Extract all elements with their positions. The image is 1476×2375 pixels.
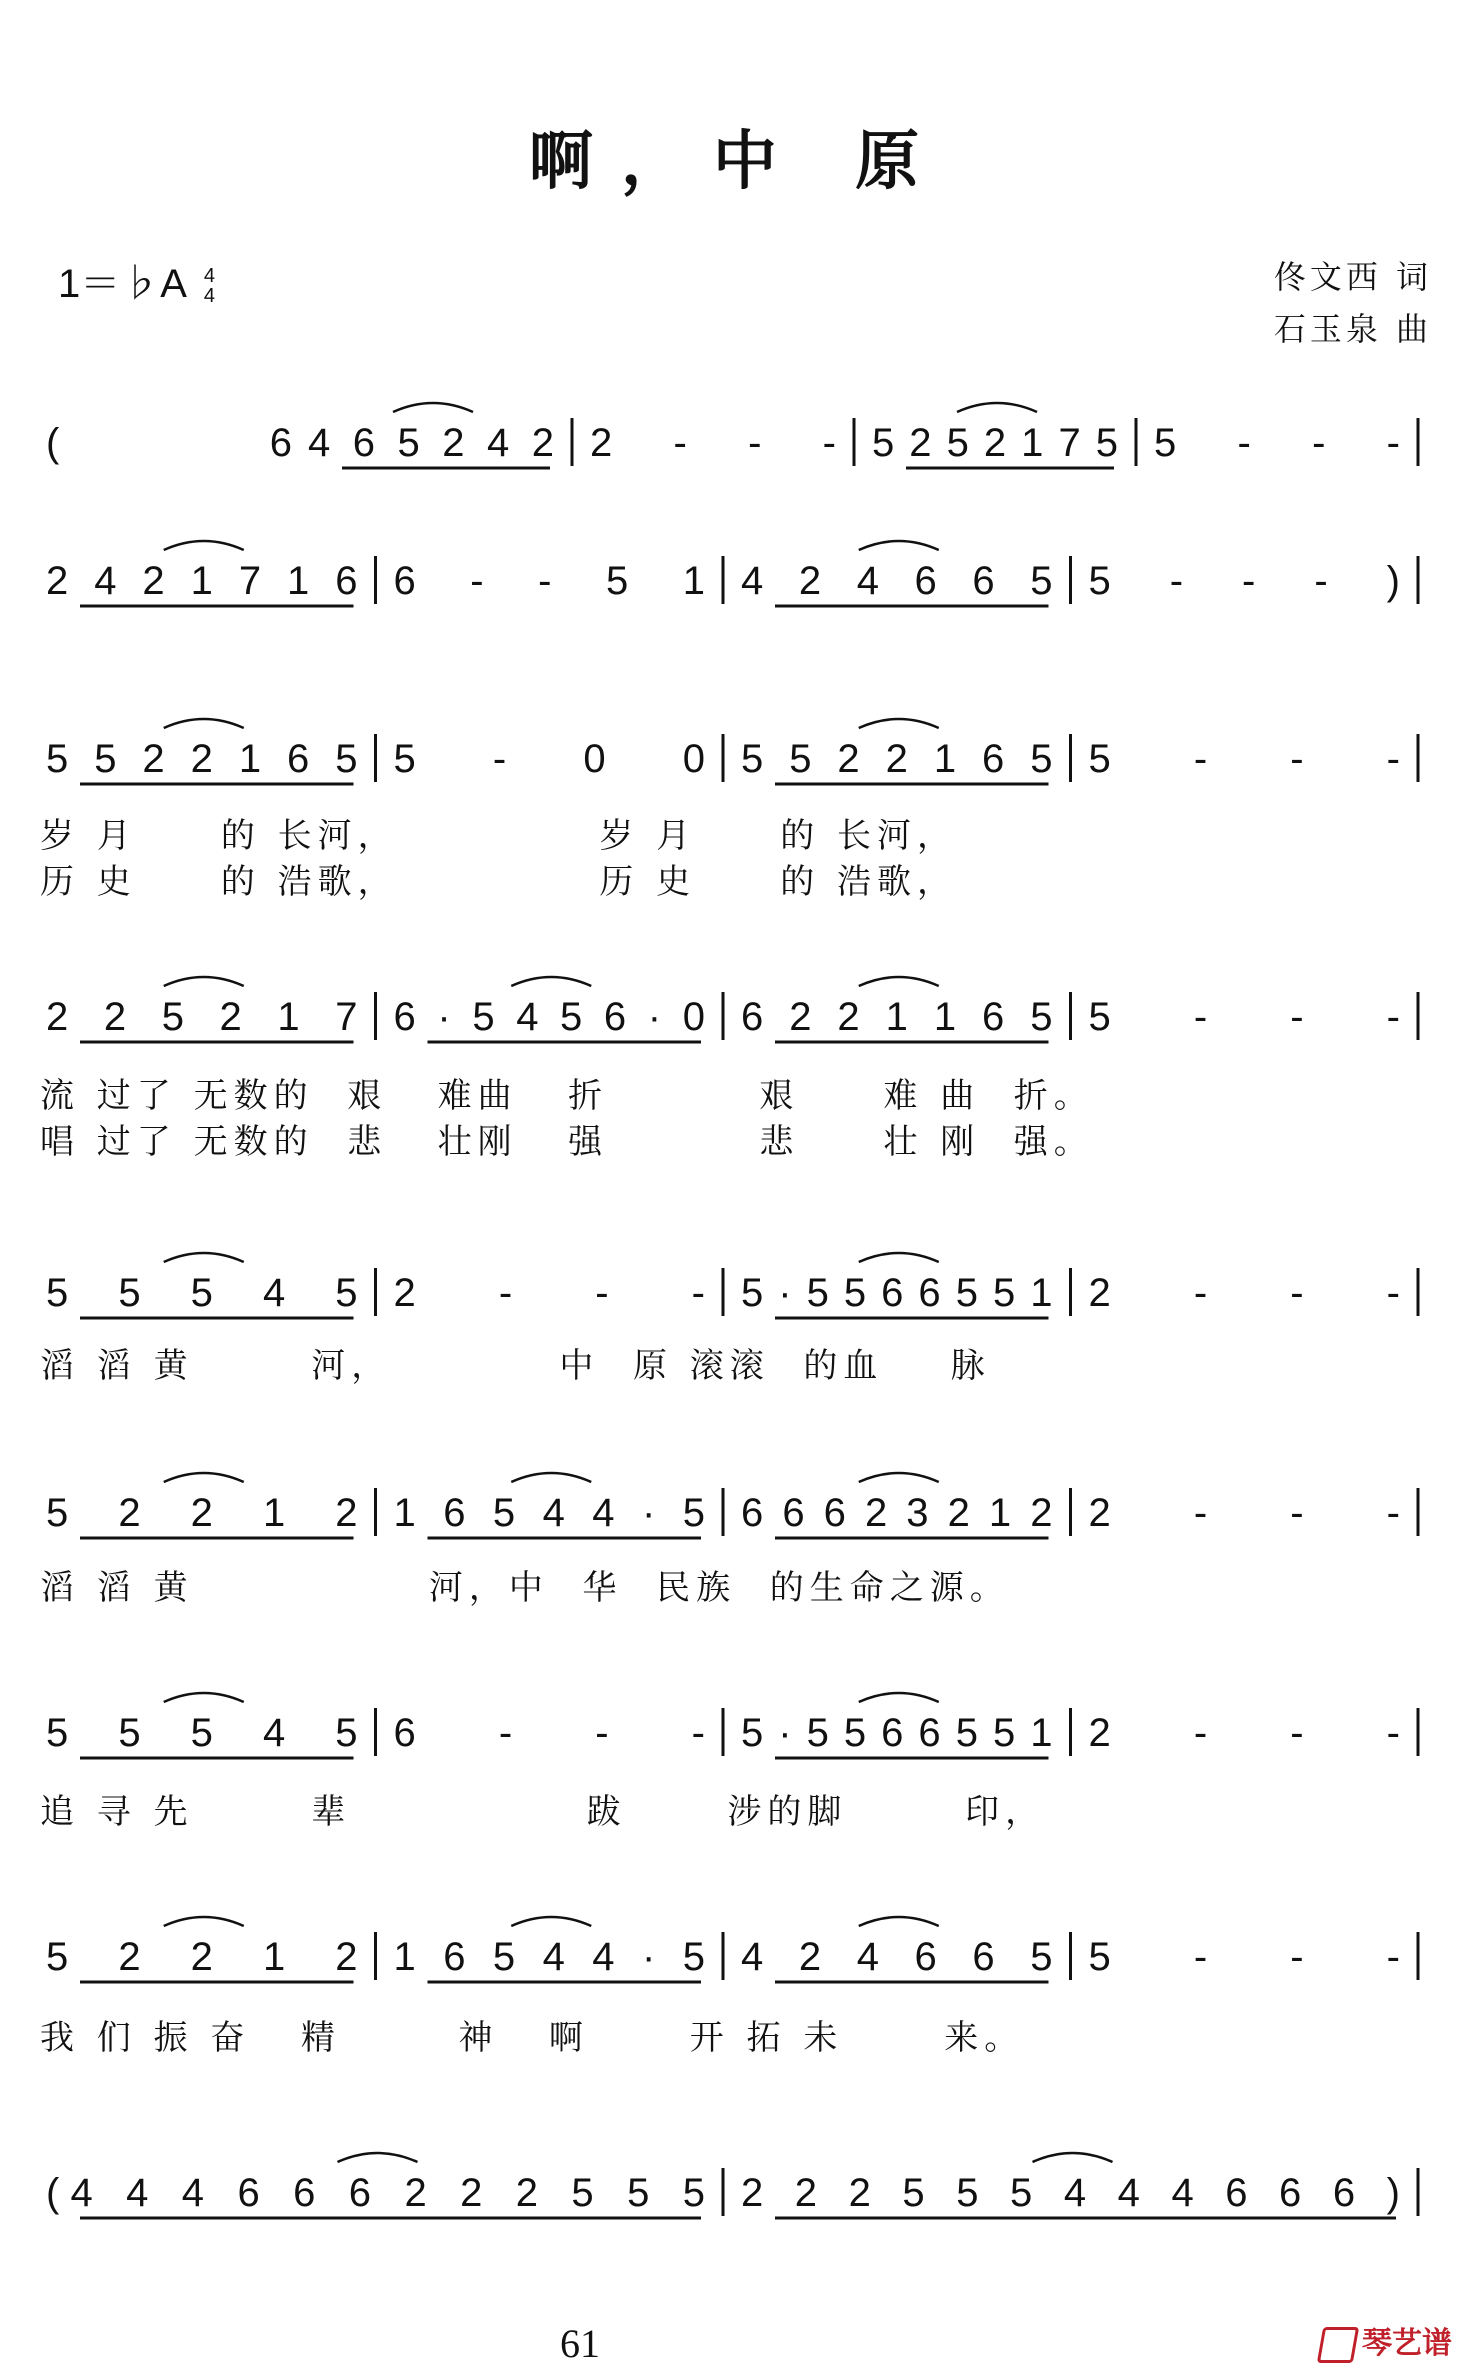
note-group: 5 5 2 2 1 6 5 — [46, 737, 358, 781]
slur-arc — [511, 1917, 591, 1926]
note-group: 6 - - - — [393, 1711, 705, 1755]
time-top: 4 — [203, 265, 215, 288]
staff-line-6 — [0, 1460, 1476, 1560]
slur-arc — [957, 403, 1037, 412]
note-group: 5 - - - — [1088, 995, 1400, 1039]
lyric-5-1: 滔 滔 黄 河， 中 原 滚滚 的血 脉 — [40, 1346, 991, 1386]
slur-arc — [859, 977, 939, 986]
slur-arc — [164, 719, 244, 728]
slur-arc — [164, 977, 244, 986]
song-title: 啊，中 原 — [528, 124, 948, 199]
lyricist-credit: 佟文西 词 — [1273, 258, 1432, 296]
note-group: 6 2 2 1 1 6 5 — [741, 995, 1053, 1039]
note-group: 2 - - - — [393, 1271, 705, 1315]
staff-line-8 — [0, 1904, 1476, 2004]
slur-arc — [859, 1917, 939, 1926]
staff-line-2-notes — [40, 528, 1440, 628]
note-group: 6 6 6 2 3 2 1 2 — [741, 1491, 1053, 1535]
staff-line-9 — [0, 2140, 1476, 2240]
note-group: 2 2 2 5 5 5 4 4 4 6 6 6 ) — [741, 2171, 1400, 2215]
note-group: 1 6 5 4 4 · 5 — [393, 1491, 705, 1535]
lyric-8-1: 我 们 振 奋 精 神 啊 开 拓 未 来。 — [40, 2018, 1025, 2058]
slur-arc — [164, 1693, 244, 1702]
staff-line-4 — [0, 964, 1476, 1064]
note-group: 5 · 5 5 6 6 5 5 1 — [741, 1271, 1053, 1315]
slur-arc — [164, 1473, 244, 1482]
watermark-logo — [1320, 2318, 1452, 2363]
staff-line-5-notes — [40, 1240, 1440, 1340]
staff-line-1 — [0, 390, 1476, 490]
note-group: 4 6 5 2 4 2 — [308, 421, 554, 465]
time-signature — [204, 266, 215, 306]
note-group: 5 - 0 0 — [393, 737, 705, 781]
note-group: 5 · 5 5 6 6 5 5 1 — [741, 1711, 1053, 1755]
note-group: 4 2 4 6 6 5 — [741, 1935, 1053, 1979]
note-group: 6 - - 5 1 — [393, 559, 705, 603]
note-group: 2 - - - — [1088, 1491, 1400, 1535]
note-group: 5 - - - — [1088, 1935, 1400, 1979]
staff-line-7 — [0, 1680, 1476, 1780]
key-label: 1＝♭A — [58, 262, 185, 306]
staff-line-1-notes — [40, 390, 1440, 490]
note-group: 5 - - - — [1088, 737, 1400, 781]
slur-arc — [859, 1473, 939, 1482]
lyric-4-1: 流 过了 无数的 艰 难曲 折 艰 难 曲 折。 — [40, 1076, 1094, 1116]
staff-line-4-notes — [40, 964, 1440, 1064]
watermark-text: 琴艺谱 — [1362, 2326, 1452, 2361]
slur-arc — [859, 541, 939, 550]
lyric-6-1: 滔 滔 黄 河，中 华 民族 的生命之源。 — [40, 1568, 1010, 1608]
note-group: 2 - - - — [590, 421, 836, 465]
slur-arc — [859, 719, 939, 728]
logo-icon — [1317, 2327, 1359, 2363]
lyric-4-2: 唱 过了 无数的 悲 壮刚 强 悲 壮 刚 强。 — [40, 1122, 1094, 1162]
note-group: 5 5 5 4 5 — [46, 1271, 358, 1315]
slur-arc — [338, 2153, 418, 2162]
lyric-3-1: 岁 月 的 长河， 岁 月 的 长河， — [40, 816, 957, 856]
note-group: 2 - - - — [1088, 1271, 1400, 1315]
note-group: 2 4 2 1 7 1 6 — [46, 559, 358, 603]
slur-arc — [164, 541, 244, 550]
note-group: 5 2 2 1 2 — [46, 1491, 358, 1535]
note-group: (6 — [46, 421, 292, 465]
staff-line-7-notes — [40, 1680, 1440, 1780]
slur-arc — [511, 1473, 591, 1482]
note-group: 4 2 4 6 6 5 — [741, 559, 1053, 603]
key-signature — [58, 252, 215, 309]
slur-arc — [859, 1253, 939, 1262]
staff-line-9-notes — [40, 2140, 1440, 2240]
staff-line-3-notes — [40, 706, 1440, 806]
staff-line-3 — [0, 706, 1476, 806]
note-group: 5 5 5 4 5 — [46, 1711, 358, 1755]
slur-arc — [164, 1253, 244, 1262]
lyric-7-1: 追 寻 先 辈 跋 涉的脚 印， — [40, 1792, 1046, 1832]
slur-arc — [393, 403, 473, 412]
note-group: 5 5 2 2 1 6 5 — [741, 737, 1053, 781]
note-group: 5 2 5 2 1 7 5 — [872, 421, 1118, 465]
slur-arc — [1033, 2153, 1113, 2162]
note-group: 2 2 5 2 1 7 — [46, 995, 358, 1039]
note-group: 2 - - - — [1088, 1711, 1400, 1755]
note-group: 5 2 2 1 2 — [46, 1935, 358, 1979]
slur-arc — [511, 977, 591, 986]
note-group: 5 - - - ) — [1088, 559, 1400, 603]
note-group: 1 6 5 4 4 · 5 — [393, 1935, 705, 1979]
note-group: (4 4 4 6 6 6 2 2 2 5 5 5 — [46, 2171, 705, 2215]
slur-arc — [859, 1693, 939, 1702]
note-group: 6 · 5 4 5 6 · 0 — [393, 995, 705, 1039]
staff-line-5 — [0, 1240, 1476, 1340]
staff-line-6-notes — [40, 1460, 1440, 1560]
staff-line-8-notes — [40, 1904, 1440, 2004]
page-number: 61 — [560, 2321, 600, 2366]
lyric-3-2: 历 史 的 浩歌， 历 史 的 浩歌， — [40, 862, 957, 902]
staff-line-2 — [0, 528, 1476, 628]
note-group: 5 - - - — [1154, 421, 1400, 465]
time-bottom: 4 — [203, 285, 215, 308]
slur-arc — [164, 1917, 244, 1926]
composer-credit: 石玉泉 曲 — [1273, 310, 1432, 348]
